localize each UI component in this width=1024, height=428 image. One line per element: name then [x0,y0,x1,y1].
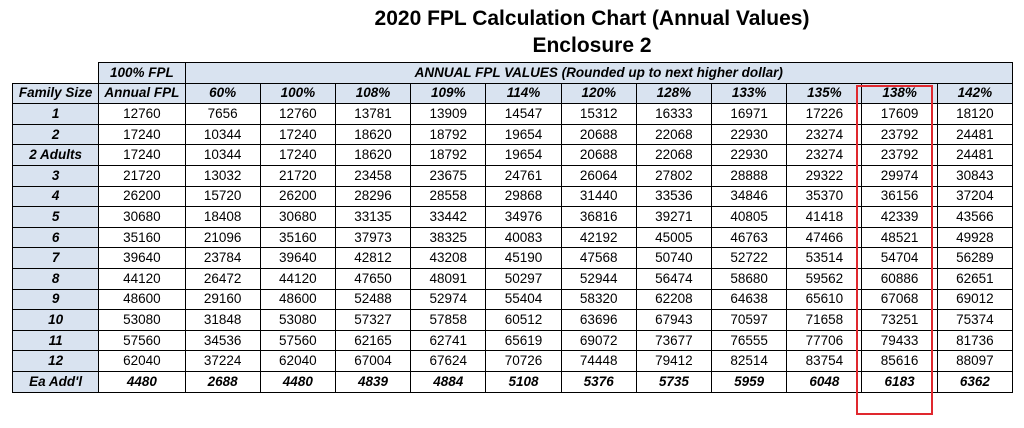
value-cell: 70726 [486,351,561,372]
value-cell: 46763 [712,227,787,248]
value-cell: 23458 [335,165,410,186]
family-size-cell: 4 [13,186,99,207]
value-cell: 10344 [185,145,260,166]
column-header-row [13,83,1013,104]
value-cell: 62741 [411,330,486,351]
value-cell: 57858 [411,310,486,331]
value-cell: 35160 [260,227,335,248]
value-cell: 43566 [937,207,1012,228]
value-cell: 60886 [862,268,937,289]
family-size-cell: 3 [13,165,99,186]
value-cell: 71658 [787,310,862,331]
family-size-cell: 12 [13,351,99,372]
value-cell: 47650 [335,268,410,289]
value-cell: 21720 [260,165,335,186]
value-cell: 57560 [260,330,335,351]
value-cell: 21096 [185,227,260,248]
value-cell: 56474 [636,268,711,289]
value-cell: 67068 [862,289,937,310]
value-cell: 75374 [937,310,1012,331]
value-cell: 53514 [787,248,862,269]
value-cell: 26064 [561,165,636,186]
value-cell: 4884 [411,371,486,392]
value-cell: 18408 [185,207,260,228]
value-cell: 15312 [561,104,636,125]
annual-fpl-cell: 17240 [99,124,185,145]
table-row [13,207,1013,228]
value-cell: 73251 [862,310,937,331]
value-cell: 19654 [486,124,561,145]
annual-fpl-cell: 39640 [99,248,185,269]
value-cell: 20688 [561,124,636,145]
value-cell: 52944 [561,268,636,289]
header-percent: 120% [561,83,636,104]
value-cell: 47466 [787,227,862,248]
value-cell: 15720 [185,186,260,207]
value-cell: 34976 [486,207,561,228]
value-cell: 16333 [636,104,711,125]
value-cell: 62208 [636,289,711,310]
value-cell: 5959 [712,371,787,392]
value-cell: 10344 [185,124,260,145]
family-size-cell: 8 [13,268,99,289]
table-row [13,227,1013,248]
annual-fpl-cell: 44120 [99,268,185,289]
value-cell: 22068 [636,124,711,145]
header-annual-values: ANNUAL FPL VALUES (Rounded up to next higher dollar) [185,63,1013,84]
value-cell: 31440 [561,186,636,207]
table-row [13,310,1013,331]
family-size-cell: 7 [13,248,99,269]
page-title: 2020 FPL Calculation Chart (Annual Values) [374,7,810,30]
value-cell: 37204 [937,186,1012,207]
table-row-additional [13,371,1013,392]
table-row [13,186,1013,207]
value-cell: 22930 [712,145,787,166]
value-cell: 4839 [335,371,410,392]
value-cell: 35370 [787,186,862,207]
value-cell: 5735 [636,371,711,392]
value-cell: 23274 [787,124,862,145]
header-percent: 133% [712,83,787,104]
value-cell: 23792 [862,145,937,166]
header-percent: 142% [937,83,1012,104]
annual-fpl-cell: 4480 [99,371,185,392]
value-cell: 58320 [561,289,636,310]
value-cell: 13909 [411,104,486,125]
value-cell: 52722 [712,248,787,269]
value-cell: 13781 [335,104,410,125]
header-percent: 138% [862,83,937,104]
value-cell: 53080 [260,310,335,331]
table-row [13,268,1013,289]
value-cell: 30843 [937,165,1012,186]
value-cell: 59562 [787,268,862,289]
value-cell: 22068 [636,145,711,166]
table-row [13,104,1013,125]
value-cell: 29868 [486,186,561,207]
value-cell: 40083 [486,227,561,248]
value-cell: 2688 [185,371,260,392]
annual-fpl-cell: 48600 [99,289,185,310]
value-cell: 58680 [712,268,787,289]
table-row [13,165,1013,186]
annual-fpl-cell: 53080 [99,310,185,331]
value-cell: 65619 [486,330,561,351]
value-cell: 24481 [937,124,1012,145]
value-cell: 40805 [712,207,787,228]
value-cell: 19654 [486,145,561,166]
family-size-cell: 1 [13,104,99,125]
family-size-cell: 2 Adults [13,145,99,166]
value-cell: 45005 [636,227,711,248]
value-cell: 37224 [185,351,260,372]
value-cell: 39640 [260,248,335,269]
value-cell: 50297 [486,268,561,289]
header-percent: 114% [486,83,561,104]
value-cell: 56289 [937,248,1012,269]
value-cell: 82514 [712,351,787,372]
value-cell: 12760 [260,104,335,125]
value-cell: 37973 [335,227,410,248]
value-cell: 33135 [335,207,410,228]
annual-fpl-cell: 35160 [99,227,185,248]
family-size-cell: 11 [13,330,99,351]
value-cell: 65610 [787,289,862,310]
family-size-cell: 6 [13,227,99,248]
value-cell: 28296 [335,186,410,207]
value-cell: 18620 [335,145,410,166]
value-cell: 42192 [561,227,636,248]
value-cell: 20688 [561,145,636,166]
value-cell: 70597 [712,310,787,331]
value-cell: 47568 [561,248,636,269]
value-cell: 64638 [712,289,787,310]
value-cell: 81736 [937,330,1012,351]
value-cell: 29160 [185,289,260,310]
value-cell: 23274 [787,145,862,166]
annual-fpl-cell: 21720 [99,165,185,186]
family-size-cell: 5 [13,207,99,228]
value-cell: 42812 [335,248,410,269]
annual-fpl-cell: 17240 [99,145,185,166]
value-cell: 5108 [486,371,561,392]
value-cell: 49928 [937,227,1012,248]
family-size-cell: Ea Add'l [13,371,99,392]
value-cell: 41418 [787,207,862,228]
value-cell: 77706 [787,330,862,351]
header-100-fpl: 100% FPL [99,63,185,84]
value-cell: 14547 [486,104,561,125]
value-cell: 67943 [636,310,711,331]
value-cell: 39271 [636,207,711,228]
value-cell: 17240 [260,145,335,166]
value-cell: 42339 [862,207,937,228]
value-cell: 18792 [411,124,486,145]
value-cell: 85616 [862,351,937,372]
value-cell: 74448 [561,351,636,372]
annual-fpl-cell: 62040 [99,351,185,372]
value-cell: 6183 [862,371,937,392]
fpl-table [12,62,1013,393]
family-size-cell: 9 [13,289,99,310]
value-cell: 52974 [411,289,486,310]
value-cell: 17240 [260,124,335,145]
family-size-cell: 10 [13,310,99,331]
header-percent: 128% [636,83,711,104]
value-cell: 29322 [787,165,862,186]
table-row [13,248,1013,269]
value-cell: 62040 [260,351,335,372]
value-cell: 73677 [636,330,711,351]
value-cell: 67624 [411,351,486,372]
value-cell: 44120 [260,268,335,289]
value-cell: 18120 [937,104,1012,125]
value-cell: 33442 [411,207,486,228]
table-row [13,145,1013,166]
value-cell: 45190 [486,248,561,269]
value-cell: 22930 [712,124,787,145]
header-annual-fpl: Annual FPL [99,83,185,104]
value-cell: 27802 [636,165,711,186]
value-cell: 30680 [260,207,335,228]
table-row [13,330,1013,351]
table-row [13,289,1013,310]
value-cell: 69012 [937,289,1012,310]
header-percent: 108% [335,83,410,104]
value-cell: 62651 [937,268,1012,289]
value-cell: 69072 [561,330,636,351]
header-family-size: Family Size [13,83,99,104]
value-cell: 6048 [787,371,862,392]
value-cell: 24761 [486,165,561,186]
value-cell: 29974 [862,165,937,186]
value-cell: 36156 [862,186,937,207]
value-cell: 24481 [937,145,1012,166]
value-cell: 4480 [260,371,335,392]
value-cell: 88097 [937,351,1012,372]
value-cell: 23784 [185,248,260,269]
table-row [13,124,1013,145]
value-cell: 83754 [787,351,862,372]
title-block [182,5,1002,59]
annual-fpl-cell: 26200 [99,186,185,207]
header-percent: 60% [185,83,260,104]
value-cell: 18792 [411,145,486,166]
value-cell: 36816 [561,207,636,228]
value-cell: 28558 [411,186,486,207]
value-cell: 34846 [712,186,787,207]
value-cell: 60512 [486,310,561,331]
header-percent: 135% [787,83,862,104]
value-cell: 34536 [185,330,260,351]
value-cell: 48600 [260,289,335,310]
annual-fpl-cell: 57560 [99,330,185,351]
table-row [13,351,1013,372]
value-cell: 57327 [335,310,410,331]
header-percent: 109% [411,83,486,104]
value-cell: 23675 [411,165,486,186]
header-group-row [13,63,1013,84]
family-size-cell: 2 [13,124,99,145]
value-cell: 23792 [862,124,937,145]
value-cell: 16971 [712,104,787,125]
value-cell: 7656 [185,104,260,125]
annual-fpl-cell: 30680 [99,207,185,228]
value-cell: 50740 [636,248,711,269]
value-cell: 6362 [937,371,1012,392]
value-cell: 52488 [335,289,410,310]
value-cell: 76555 [712,330,787,351]
value-cell: 62165 [335,330,410,351]
value-cell: 38325 [411,227,486,248]
value-cell: 48091 [411,268,486,289]
header-percent: 100% [260,83,335,104]
value-cell: 13032 [185,165,260,186]
value-cell: 63696 [561,310,636,331]
value-cell: 26200 [260,186,335,207]
page-subtitle: Enclosure 2 [532,34,652,57]
value-cell: 55404 [486,289,561,310]
table-body [13,104,1013,392]
value-cell: 43208 [411,248,486,269]
value-cell: 33536 [636,186,711,207]
value-cell: 54704 [862,248,937,269]
value-cell: 17226 [787,104,862,125]
value-cell: 17609 [862,104,937,125]
value-cell: 26472 [185,268,260,289]
value-cell: 28888 [712,165,787,186]
blank-corner [13,63,99,84]
value-cell: 18620 [335,124,410,145]
value-cell: 79433 [862,330,937,351]
value-cell: 67004 [335,351,410,372]
value-cell: 79412 [636,351,711,372]
annual-fpl-cell: 12760 [99,104,185,125]
value-cell: 48521 [862,227,937,248]
value-cell: 31848 [185,310,260,331]
value-cell: 5376 [561,371,636,392]
